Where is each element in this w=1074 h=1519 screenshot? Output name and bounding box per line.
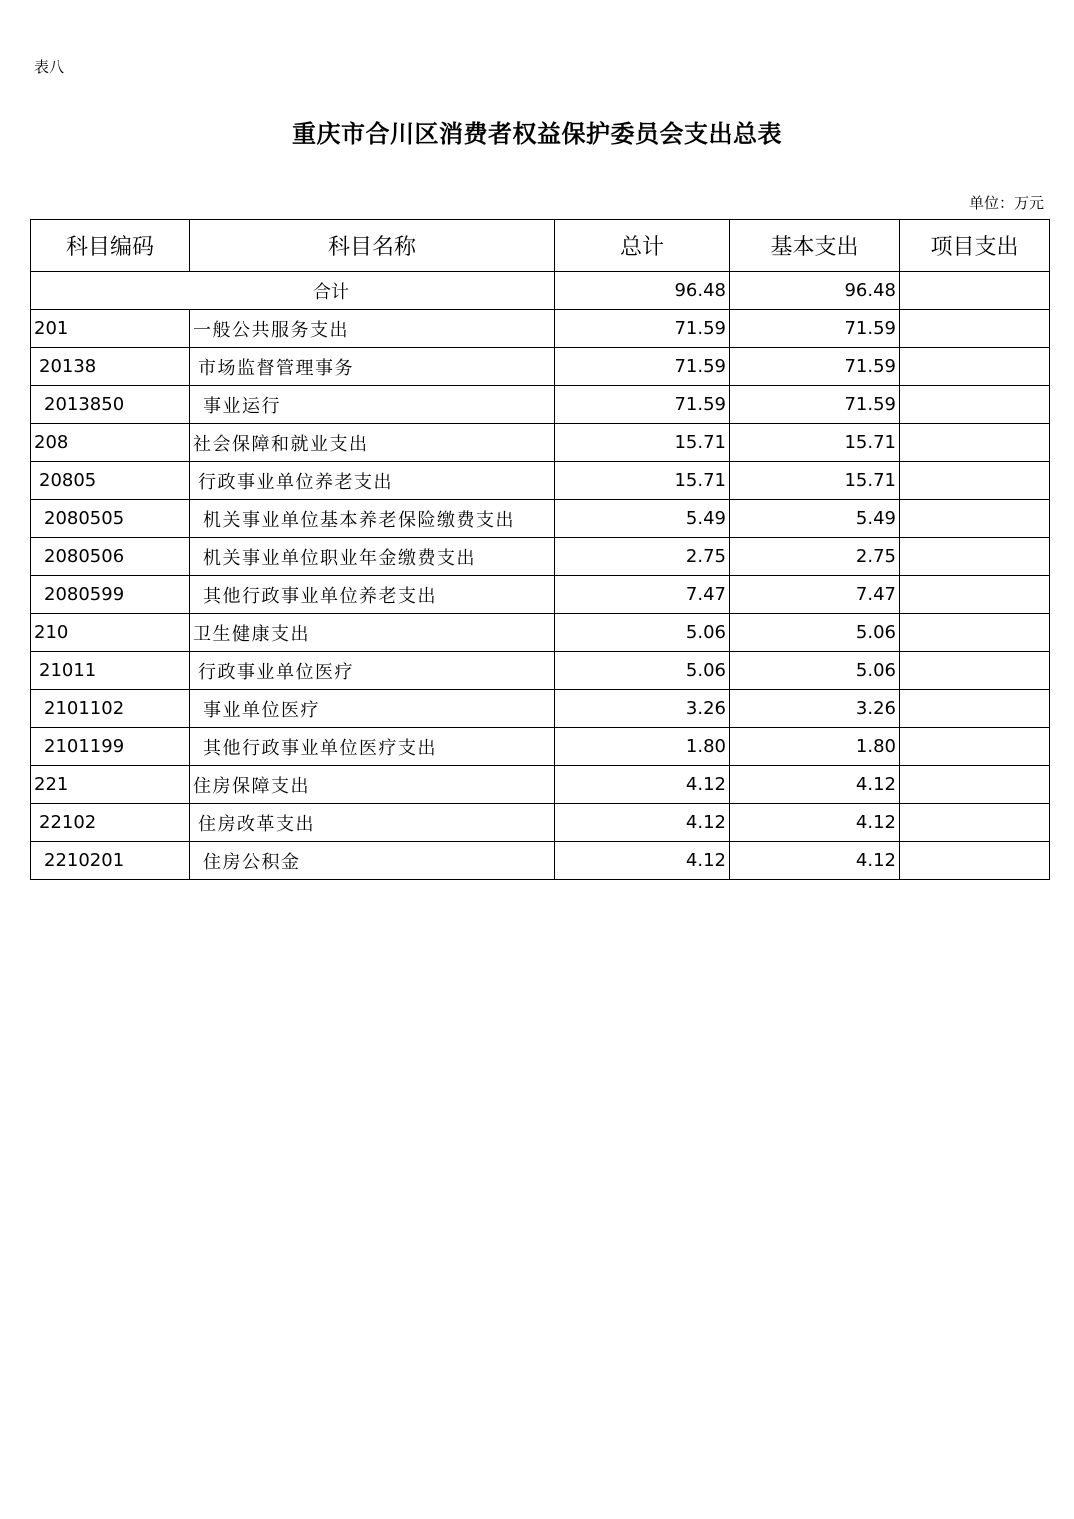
total-cell: 5.06 <box>555 614 730 652</box>
name-cell: 一般公共服务支出 <box>190 310 555 348</box>
code-cell: 2080505 <box>31 500 190 538</box>
table-number: 表八 <box>34 58 65 76</box>
code-cell: 21011 <box>31 652 190 690</box>
name-cell: 住房改革支出 <box>190 804 555 842</box>
basic-cell: 5.06 <box>730 652 900 690</box>
column-header-basic: 基本支出 <box>730 220 900 272</box>
name-cell: 住房公积金 <box>190 842 555 880</box>
table-row <box>31 652 1050 690</box>
total-cell: 1.80 <box>555 728 730 766</box>
total-cell: 4.12 <box>555 804 730 842</box>
project-cell <box>900 272 1050 310</box>
table-row <box>31 538 1050 576</box>
project-cell <box>900 348 1050 386</box>
total-row <box>31 272 1050 310</box>
code-cell: 2101102 <box>31 690 190 728</box>
name-cell: 市场监督管理事务 <box>190 348 555 386</box>
document-title: 重庆市合川区消费者权益保护委员会支出总表 <box>292 119 782 148</box>
total-cell: 71.59 <box>555 310 730 348</box>
project-cell <box>900 690 1050 728</box>
name-cell: 行政事业单位养老支出 <box>190 462 555 500</box>
header-row <box>31 220 1050 272</box>
column-header-name: 科目名称 <box>190 220 555 272</box>
code-cell: 221 <box>31 766 190 804</box>
code-cell: 201 <box>31 310 190 348</box>
code-cell: 2080599 <box>31 576 190 614</box>
table-row <box>31 804 1050 842</box>
column-header-project: 项目支出 <box>900 220 1050 272</box>
table-row <box>31 310 1050 348</box>
basic-cell: 4.12 <box>730 766 900 804</box>
project-cell <box>900 804 1050 842</box>
project-cell <box>900 842 1050 880</box>
column-header-code: 科目编码 <box>31 220 190 272</box>
project-cell <box>900 652 1050 690</box>
table-row <box>31 386 1050 424</box>
table-row <box>31 424 1050 462</box>
project-cell <box>900 538 1050 576</box>
basic-cell: 4.12 <box>730 842 900 880</box>
code-cell: 22102 <box>31 804 190 842</box>
code-cell: 2101199 <box>31 728 190 766</box>
table-row <box>31 500 1050 538</box>
column-header-total: 总计 <box>555 220 730 272</box>
basic-cell: 1.80 <box>730 728 900 766</box>
basic-cell: 3.26 <box>730 690 900 728</box>
name-cell: 机关事业单位基本养老保险缴费支出 <box>190 500 555 538</box>
table-row <box>31 766 1050 804</box>
total-cell: 15.71 <box>555 424 730 462</box>
name-cell: 事业单位医疗 <box>190 690 555 728</box>
basic-cell: 5.06 <box>730 614 900 652</box>
name-cell: 事业运行 <box>190 386 555 424</box>
project-cell <box>900 576 1050 614</box>
basic-cell: 4.12 <box>730 804 900 842</box>
name-cell: 社会保障和就业支出 <box>190 424 555 462</box>
basic-cell: 2.75 <box>730 538 900 576</box>
table-row <box>31 576 1050 614</box>
basic-cell: 5.49 <box>730 500 900 538</box>
project-cell <box>900 766 1050 804</box>
total-cell: 7.47 <box>555 576 730 614</box>
expenditure-table <box>30 219 1050 880</box>
project-cell <box>900 728 1050 766</box>
code-cell: 2013850 <box>31 386 190 424</box>
code-cell: 2080506 <box>31 538 190 576</box>
total-cell: 71.59 <box>555 386 730 424</box>
total-cell: 3.26 <box>555 690 730 728</box>
basic-cell: 15.71 <box>730 462 900 500</box>
table-row <box>31 348 1050 386</box>
table-row <box>31 462 1050 500</box>
table-row <box>31 728 1050 766</box>
code-cell: 210 <box>31 614 190 652</box>
code-cell: 208 <box>31 424 190 462</box>
total-cell: 71.59 <box>555 348 730 386</box>
total-cell: 15.71 <box>555 462 730 500</box>
basic-cell: 71.59 <box>730 348 900 386</box>
project-cell <box>900 614 1050 652</box>
name-cell: 行政事业单位医疗 <box>190 652 555 690</box>
name-cell: 住房保障支出 <box>190 766 555 804</box>
total-cell: 2.75 <box>555 538 730 576</box>
total-cell: 5.06 <box>555 652 730 690</box>
basic-cell: 96.48 <box>730 272 900 310</box>
name-cell: 机关事业单位职业年金缴费支出 <box>190 538 555 576</box>
total-label: 合计 <box>31 272 555 310</box>
project-cell <box>900 424 1050 462</box>
basic-cell: 71.59 <box>730 386 900 424</box>
total-cell: 5.49 <box>555 500 730 538</box>
basic-cell: 71.59 <box>730 310 900 348</box>
code-cell: 20138 <box>31 348 190 386</box>
basic-cell: 15.71 <box>730 424 900 462</box>
project-cell <box>900 310 1050 348</box>
code-cell: 2210201 <box>31 842 190 880</box>
code-cell: 20805 <box>31 462 190 500</box>
project-cell <box>900 386 1050 424</box>
name-cell: 其他行政事业单位养老支出 <box>190 576 555 614</box>
total-cell: 96.48 <box>555 272 730 310</box>
total-cell: 4.12 <box>555 766 730 804</box>
name-cell: 其他行政事业单位医疗支出 <box>190 728 555 766</box>
project-cell <box>900 500 1050 538</box>
table-row <box>31 842 1050 880</box>
basic-cell: 7.47 <box>730 576 900 614</box>
table-row <box>31 614 1050 652</box>
unit-label: 单位：万元 <box>968 194 1044 212</box>
name-cell: 卫生健康支出 <box>190 614 555 652</box>
total-cell: 4.12 <box>555 842 730 880</box>
project-cell <box>900 462 1050 500</box>
table-row <box>31 690 1050 728</box>
